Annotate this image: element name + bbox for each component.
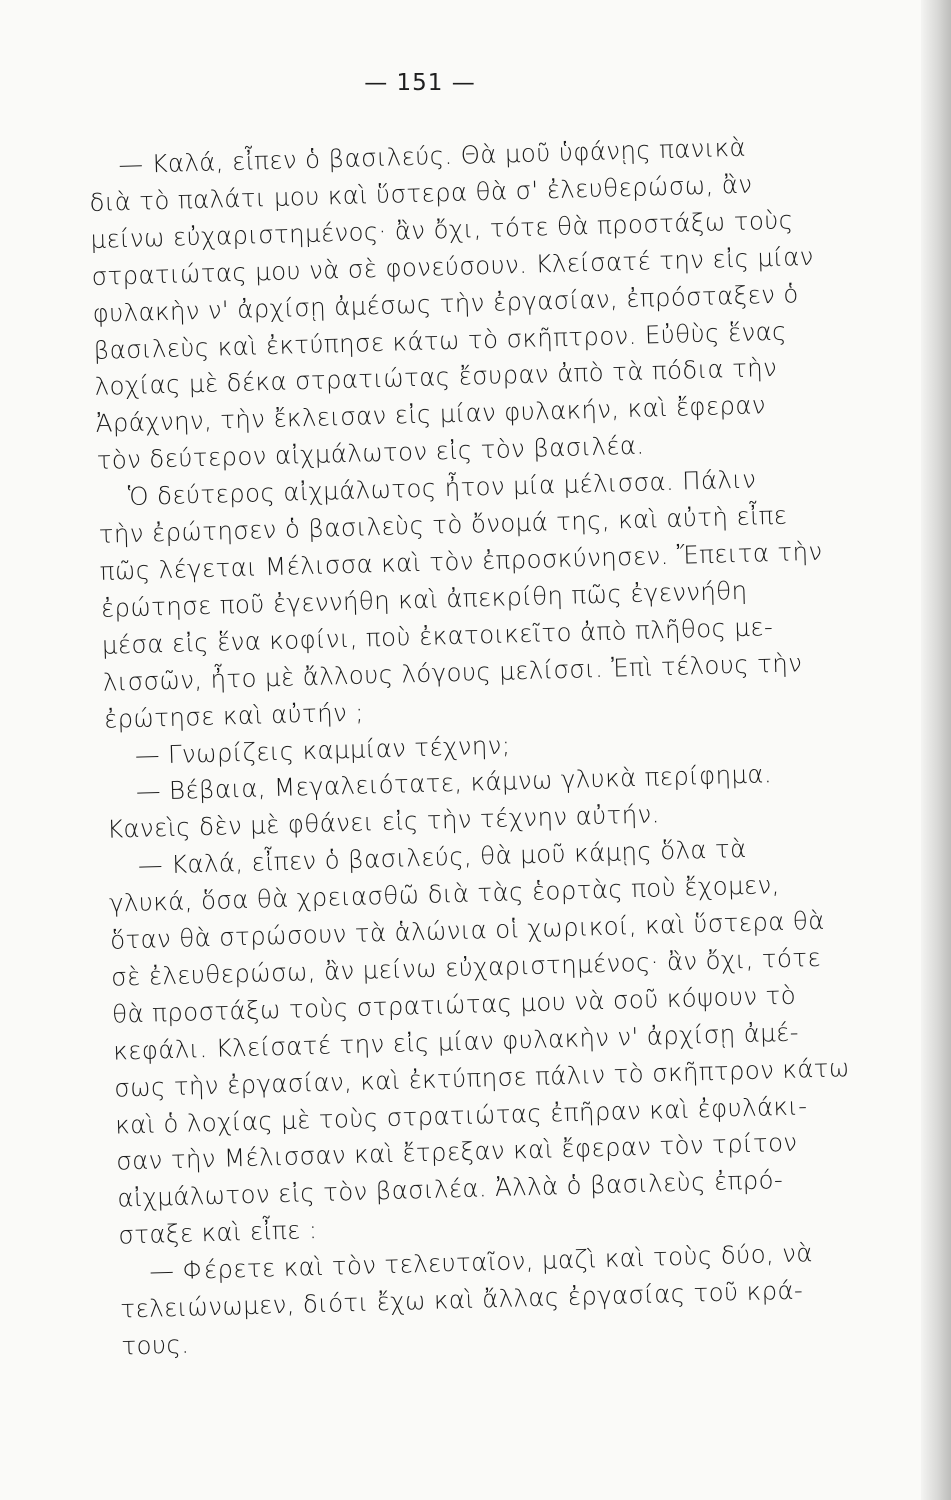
body-text (88, 126, 894, 1365)
text-line: — Καλά, εἶπεν ὁ βασιλεύς. Θὰ μοῦ ὑφάνῃς πανικὰ (118, 132, 747, 180)
text-line: πῶς λέγεται Μέλισσα καὶ τὸν ἐπροσκύνησεν. Ἔπειτα τὴν (99, 536, 823, 586)
page-number: — 151 — (364, 70, 476, 96)
text-line: — Βέβαια, Μεγαλειότατε, κάμνω γλυκὰ περίφημα. (135, 759, 773, 807)
text-line: Κανεὶς δὲν μὲ φθάνει εἰς τὴν τέχνην αὐτήν. (106, 799, 661, 845)
text-line: σαν τὴν Μέλισσαν καὶ ἔτρεξαν καὶ ἔφεραν τὸν τρίτον (115, 1128, 798, 1177)
text-line: μέσα εἰς ἕνα κοφίνι, ποὺ ἐκατοικεῖτο ἀπὸ πλῆθος με- (101, 611, 774, 660)
text-line: — Γνωρίζεις καμμίαν τέχνην; (134, 729, 511, 770)
text-line: τελειώνωμεν, διότι ἔχω καὶ ἄλλας ἐργασίας τοῦ κρά- (120, 1275, 804, 1324)
text-line: Ὁ δεύτερος αἰχμάλωτος ἦτον μία μέλισσα. Πάλιν (127, 464, 757, 512)
text-line: διὰ τὸ παλάτι μου καὶ ὕστερα θὰ σ' ἐλευθερώσω, ἂν (89, 169, 753, 217)
text-line: βασιλεὺς καὶ ἐκτύπησε κάτω τὸ σκῆπτρον. Εὐθὺς ἕνας (93, 316, 788, 365)
text-line: λισσῶν, ἦτο μὲ ἄλλους λόγους μελίσσι. Ἐπὶ τέλους τὴν (102, 647, 803, 697)
text-line: γλυκά, ὅσα θὰ χρειασθῶ διὰ τὰς ἑορτὰς ποὺ ἔχομεν, (108, 870, 781, 918)
text-line: ὅταν θὰ στρώσουν τὰ ἁλώνια οἱ χωρικοί, καὶ ὕστερα θὰ (109, 905, 826, 955)
text-line: σως τὴν ἐργασίαν, καὶ ἐκτύπησε πάλιν τὸ σκῆπτρον κάτω (113, 1052, 851, 1103)
text-line: — Καλά, εἶπεν ὁ βασιλεύς, θὰ μοῦ κάμῃς ὅλα τὰ (137, 834, 747, 881)
text-line: μείνω εὐχαριστημένος· ἂν ὄχι, τότε θὰ προστάξω τοὺς (90, 205, 794, 254)
text-line: αἰχμάλωτον εἰς τὸν βασιλέα. Ἀλλὰ ὁ βασιλεὺς ἐπρό- (116, 1165, 784, 1213)
text-line: στρατιώτας μου νὰ σὲ φονεύσουν. Κλείσατέ την εἰς μίαν (91, 241, 815, 291)
text-line: Ἀράχνην, τὴν ἔκλεισαν εἰς μίαν φυλακήν, καὶ ἔφεραν (95, 390, 767, 439)
text-line: λοχίας μὲ δέκα στρατιώτας ἔσυραν ἀπὸ τὰ πόδια τὴν (94, 353, 778, 402)
text-line: ἐρώτησε καὶ αὐτήν ; (103, 697, 365, 734)
text-line: — Φέρετε καὶ τὸν τελευταῖον, μαζὶ καὶ τοὺς δύο, νὰ (148, 1238, 814, 1286)
text-line: θὰ προστάξω τοὺς στρατιώτας μου νὰ σοῦ κόψουν τὸ (111, 980, 797, 1029)
text-line: καὶ ὁ λοχίας μὲ τοὺς στρατιώτας ἐπῆραν καὶ ἐφυλάκι- (114, 1090, 808, 1140)
text-line: ἐρώτησε ποῦ ἐγεννήθη καὶ ἀπεκρίθη πῶς ἐγεννήθη (100, 575, 748, 623)
text-line: κεφάλι. Κλείσατέ την εἰς μίαν φυλακὴν ν' ἀρχίσῃ ἀμέ- (112, 1017, 800, 1066)
text-line: φυλακὴν ν' ἀρχίσῃ ἀμέσως τὴν ἐργασίαν, ἐπρόσταξεν ὁ (92, 278, 800, 328)
text-line: τὸν δεύτερον αἰχμάλωτον εἰς τὸν βασιλέα. (96, 430, 645, 476)
text-line: τους. (121, 1329, 190, 1361)
text-line: σταξε καὶ εἶπε : (117, 1215, 318, 1250)
text-line: σὲ ἐλευθερώσω, ἂν μείνω εὐχαριστημένος· ἂν ὄχι, τότε (110, 942, 822, 992)
text-line: τὴν ἐρώτησεν ὁ βασιλεὺς τὸ ὄνομά της, καὶ αὐτὴ εἶπε (98, 500, 788, 549)
page-edge-shadow (921, 0, 951, 1500)
